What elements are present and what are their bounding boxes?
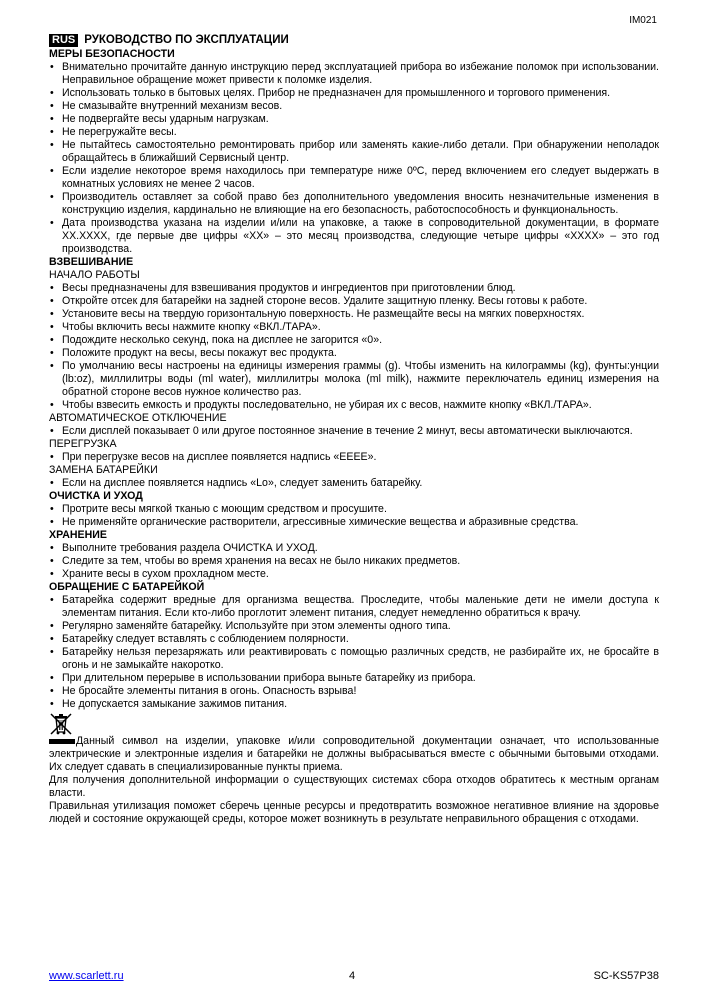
list-item: • По умолчанию весы настроены на единицы измерения граммы (g). Чтобы изменить на килограммы (kg), фунты:унции (lb:oz), миллилитры воды (ml water), миллилитры молока (ml milk), нажмите переключатель единиц измерения на обратной стороне весов нужное количество раз. — [49, 360, 659, 399]
list-item: • Не пытайтесь самостоятельно ремонтировать прибор или заменять какие-либо детали. При обнаружении неполадок обращайтесь в ближайший Сервисный центр. — [49, 139, 659, 165]
list-item: • Использовать только в бытовых целях. Прибор не предназначен для промышленного и торгового применения. — [49, 87, 659, 100]
auto-off-heading: АВТОМАТИЧЕСКОЕ ОТКЛЮЧЕНИЕ — [49, 412, 227, 424]
weighing-heading: ВЗВЕШИВАНИЕ — [49, 256, 134, 268]
battery-replace-list — [49, 477, 659, 490]
list-item: • Батарейку следует вставлять с соблюдением полярности. — [49, 633, 659, 646]
list-item: • Батарейка содержит вредные для организма вещества. Проследите, чтобы маленькие дети не имели доступа к элементам питания. Если кто-либо проглотит элемент питания, следует немедленно обратиться к врачу. — [49, 594, 659, 620]
auto-off-list — [49, 425, 659, 438]
disposal-bar-icon — [49, 739, 75, 744]
list-item: • Батарейку нельзя перезаряжать или реактивировать с помощью различных средств, не разбирайте их, не бросайте в огонь и не замыкайте накоротко. — [49, 646, 659, 672]
disposal-paragraph-3: Правильная утилизация поможет сберечь ценные ресурсы и предотвратить возможное негативное влияние на здоровье людей и состояние окружающей среды, которое может возникнуть в результате неправильного обращения с отходами. — [49, 800, 659, 825]
overload-list — [49, 451, 659, 464]
list-item: • Внимательно прочитайте данную инструкцию перед эксплуатацией прибора во избежание поломок при использовании. Неправильное обращение может привести к поломке изделия. — [49, 61, 659, 87]
list-item: • Установите весы на твердую горизонтальную поверхность. Не размещайте весы на мягких поверхностях. — [49, 308, 659, 321]
battery-handling-list — [49, 594, 659, 711]
list-item: • Чтобы включить весы нажмите кнопку «ВКЛ./ТАРА». — [49, 321, 659, 334]
list-item: • Подождите несколько секунд, пока на дисплее не загорится «0». — [49, 334, 659, 347]
storage-heading: ХРАНЕНИЕ — [49, 529, 107, 541]
list-item: • Выполните требования раздела ОЧИСТКА И УХОД. — [49, 542, 659, 555]
list-item: • Не смазывайте внутренний механизм весов. — [49, 100, 659, 113]
list-item: • Откройте отсек для батарейки на задней стороне весов. Удалите защитную пленку. Весы готовы к работе. — [49, 295, 659, 308]
weighing-list — [49, 282, 659, 412]
list-item: • Весы предназначены для взвешивания продуктов и ингредиентов при приготовлении блюд. — [49, 282, 659, 295]
list-item: • При длительном перерыве в использовании прибора выньте батарейку из прибора. — [49, 672, 659, 685]
list-item: • При перегрузке весов на дисплее появляется надпись «EEEE». — [49, 451, 659, 464]
overload-heading: ПЕРЕГРУЗКА — [49, 438, 117, 450]
list-item: • Если изделие некоторое время находилось при температуре ниже 0ºC, перед включением его следует выдержать в комнатных условиях не менее 2 часов. — [49, 165, 659, 191]
battery-handling-heading: ОБРАЩЕНИЕ С БАТАРЕЙКОЙ — [49, 581, 205, 593]
list-item: • Не применяйте органические растворители, агрессивные химические вещества и абразивные средства. — [49, 516, 659, 529]
list-item: • Следите за тем, чтобы во время хранения на весах не было никаких предметов. — [49, 555, 659, 568]
safety-list — [49, 61, 659, 256]
page-footer — [49, 970, 659, 984]
list-item: • Если на дисплее появляется надпись «Lo», следует заменить батарейку. — [49, 477, 659, 490]
battery-replace-heading: ЗАМЕНА БАТАРЕЙКИ — [49, 464, 158, 476]
list-item: • Не допускается замыкание зажимов питания. — [49, 698, 659, 711]
list-item: • Чтобы взвесить емкость и продукты последовательно, не убирая их с весов, нажмите кнопку «ВКЛ./ТАРА». — [49, 399, 659, 412]
page-number: 4 — [349, 970, 356, 982]
list-item: • Регулярно заменяйте батарейку. Используйте при этом элементы одного типа. — [49, 620, 659, 633]
list-item: • Если дисплей показывает 0 или другое постоянное значение в течение 2 минут, весы автоматически выключаются. — [49, 425, 659, 438]
disposal-paragraph-2: Для получения дополнительной информации о существующих системах сбора отходов обратитесь к местным органам власти. — [49, 774, 659, 799]
start-heading: НАЧАЛО РАБОТЫ — [49, 269, 140, 281]
list-item: • Храните весы в сухом прохладном месте. — [49, 568, 659, 581]
list-item: • Не бросайте элементы питания в огонь. Опасность взрыва! — [49, 685, 659, 698]
disposal-paragraph-1: Данный символ на изделии, упаковке и/или сопроводительной документации означает, что использованные электрические и электронные изделия и батарейки не должны выбрасываться вместе с обычными бытовыми отходами. Их следует сдавать в специализированные пункты приема. — [49, 735, 659, 773]
model-number: SC-KS57P38 — [593, 970, 659, 982]
list-item: • Положите продукт на весы, весы покажут вес продукта. — [49, 347, 659, 360]
safety-heading: МЕРЫ БЕЗОПАСНОСТИ — [49, 48, 175, 60]
storage-list — [49, 542, 659, 581]
list-item: • Не подвергайте весы ударным нагрузкам. — [49, 113, 659, 126]
website-link[interactable]: www.scarlett.ru — [49, 970, 124, 982]
list-item: • Протрите весы мягкой тканью с моющим средством и просушите. — [49, 503, 659, 516]
list-item: • Производитель оставляет за собой право без дополнительного уведомления вносить незначительные изменения в конструкцию изделия, кардинально не влияющие на его безопасность, работоспособность и функциональность. — [49, 191, 659, 217]
document-id: IM021 — [629, 15, 657, 26]
cleaning-list — [49, 503, 659, 529]
language-badge: RUS — [49, 34, 78, 47]
manual-content — [49, 33, 659, 826]
manual-title: РУКОВОДСТВО ПО ЭКСПЛУАТАЦИИ — [84, 34, 289, 46]
cleaning-heading: ОЧИСТКА И УХОД — [49, 490, 143, 502]
crossed-bin-icon — [49, 713, 75, 735]
list-item: • Дата производства указана на изделии и/или на упаковке, а также в сопроводительной документации, в формате XX.XXXX, где первые две цифры «XX» – это месяц производства, следующие четыре цифры «XXXX» – это год производства. — [49, 217, 659, 256]
list-item: • Не перегружайте весы. — [49, 126, 659, 139]
title-line — [49, 33, 659, 48]
